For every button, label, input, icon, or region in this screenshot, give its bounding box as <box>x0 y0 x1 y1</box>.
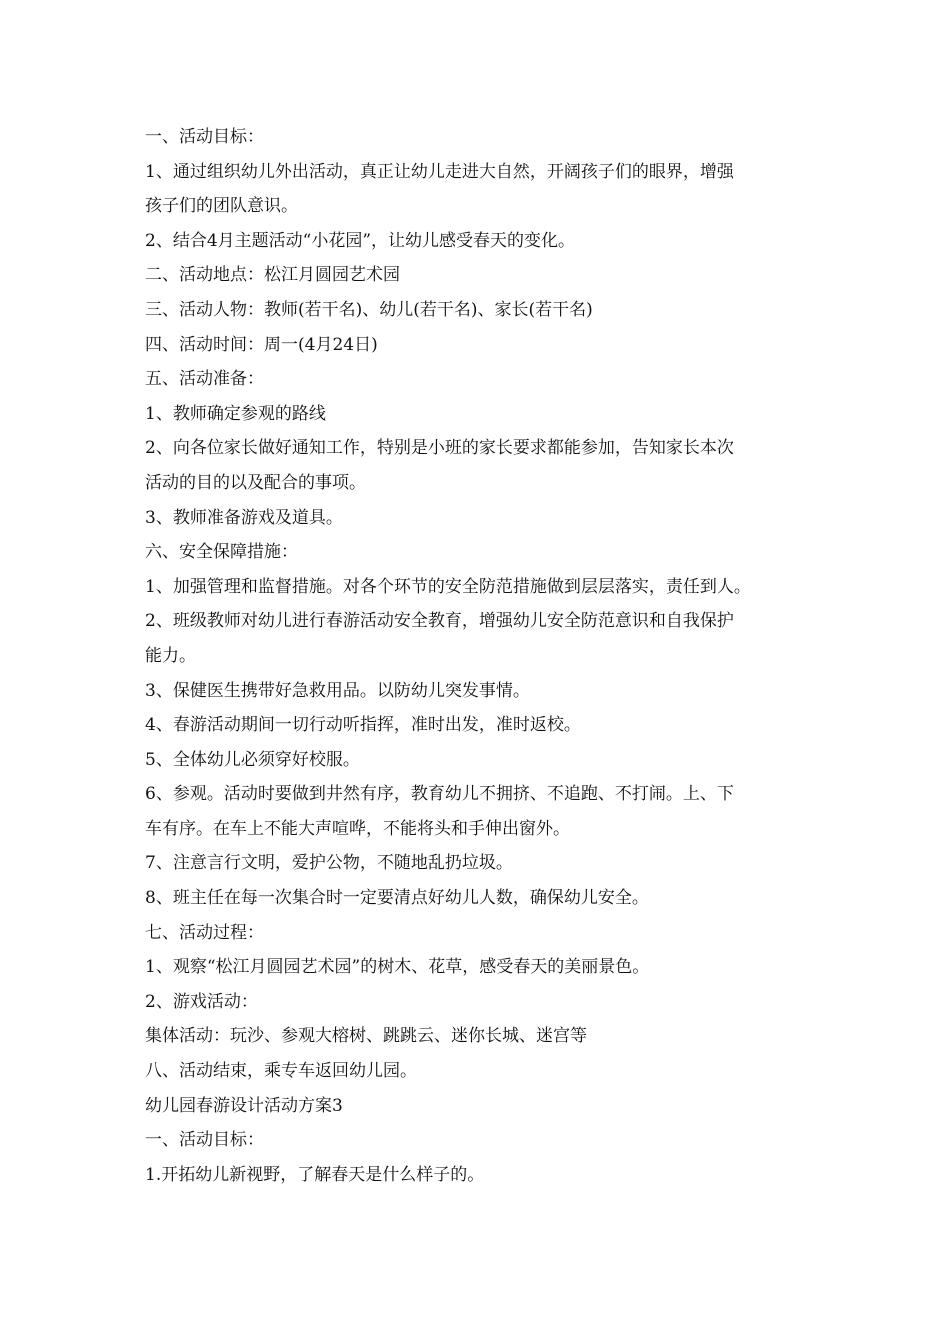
safety-2-line-1: 2、班级教师对幼儿进行春游活动安全教育，增强幼儿安全防范意识和自我保护 <box>145 611 734 632</box>
safety-8: 8、班主任在每一次集合时一定要清点好幼儿人数，确保幼儿安全。 <box>145 888 649 909</box>
safety-4: 4、春游活动期间一切行动听指挥，准时出发，准时返校。 <box>145 715 581 736</box>
safety-2-line-2: 能力。 <box>145 645 196 666</box>
safety-6-line-1: 6、参观。活动时要做到井然有序，教育幼儿不拥挤、不追跑、不打闹。上、下 <box>145 784 734 805</box>
goal-1-line-2: 孩子们的团队意识。 <box>145 196 298 217</box>
goal-1-line-1: 1、通过组织幼儿外出活动，真正让幼儿走进大自然，开阔孩子们的眼界，增强 <box>145 161 734 182</box>
heading-time: 四、活动时间：周一(4月24日) <box>145 334 378 355</box>
heading-process: 七、活动过程： <box>145 922 264 943</box>
heading-preparation: 五、活动准备： <box>145 369 264 390</box>
heading-goals: 一、活动目标： <box>145 127 264 147</box>
plan-3-title: 幼儿园春游设计活动方案3 <box>145 1095 343 1116</box>
prep-3: 3、教师准备游戏及道具。 <box>145 507 343 528</box>
heading-location: 二、活动地点：松江月圆园艺术园 <box>145 265 400 286</box>
document-body <box>145 120 825 1192</box>
heading-safety: 六、安全保障措施： <box>145 542 298 563</box>
process-1: 1、观察“松江月圆园艺术园”的树木、花草，感受春天的美丽景色。 <box>145 957 650 978</box>
plan-3-goal-1: 1.开拓幼儿新视野，了解春天是什么样子的。 <box>145 1164 485 1185</box>
prep-2-line-2: 活动的目的以及配合的事项。 <box>145 472 366 493</box>
heading-participants: 三、活动人物：教师(若干名)、幼儿(若干名)、家长(若干名) <box>145 299 593 320</box>
heading-end: 八、活动结束，乘专车返回幼儿园。 <box>145 1061 417 1082</box>
process-2: 2、游戏活动： <box>145 991 258 1012</box>
process-group-activities: 集体活动：玩沙、参观大榕树、跳跳云、迷你长城、迷宫等 <box>145 1026 587 1047</box>
safety-5: 5、全体幼儿必须穿好校服。 <box>145 749 360 770</box>
safety-7: 7、注意言行文明，爱护公物，不随地乱扔垃圾。 <box>145 853 513 874</box>
safety-3: 3、保健医生携带好急救用品。以防幼儿突发事情。 <box>145 680 530 701</box>
prep-2-line-1: 2、向各位家长做好通知工作，特别是小班的家长要求都能参加，告知家长本次 <box>145 438 734 459</box>
safety-1: 1、加强管理和监督措施。对各个环节的安全防范措施做到层层落实，责任到人。 <box>145 576 751 597</box>
plan-3-heading-goals: 一、活动目标： <box>145 1130 264 1151</box>
goal-2: 2、结合4月主题活动“小花园”，让幼儿感受春天的变化。 <box>145 230 576 251</box>
prep-1: 1、教师确定参观的路线 <box>145 403 326 424</box>
safety-6-line-2: 车有序。在车上不能大声喧哗，不能将头和手伸出窗外。 <box>145 818 570 839</box>
